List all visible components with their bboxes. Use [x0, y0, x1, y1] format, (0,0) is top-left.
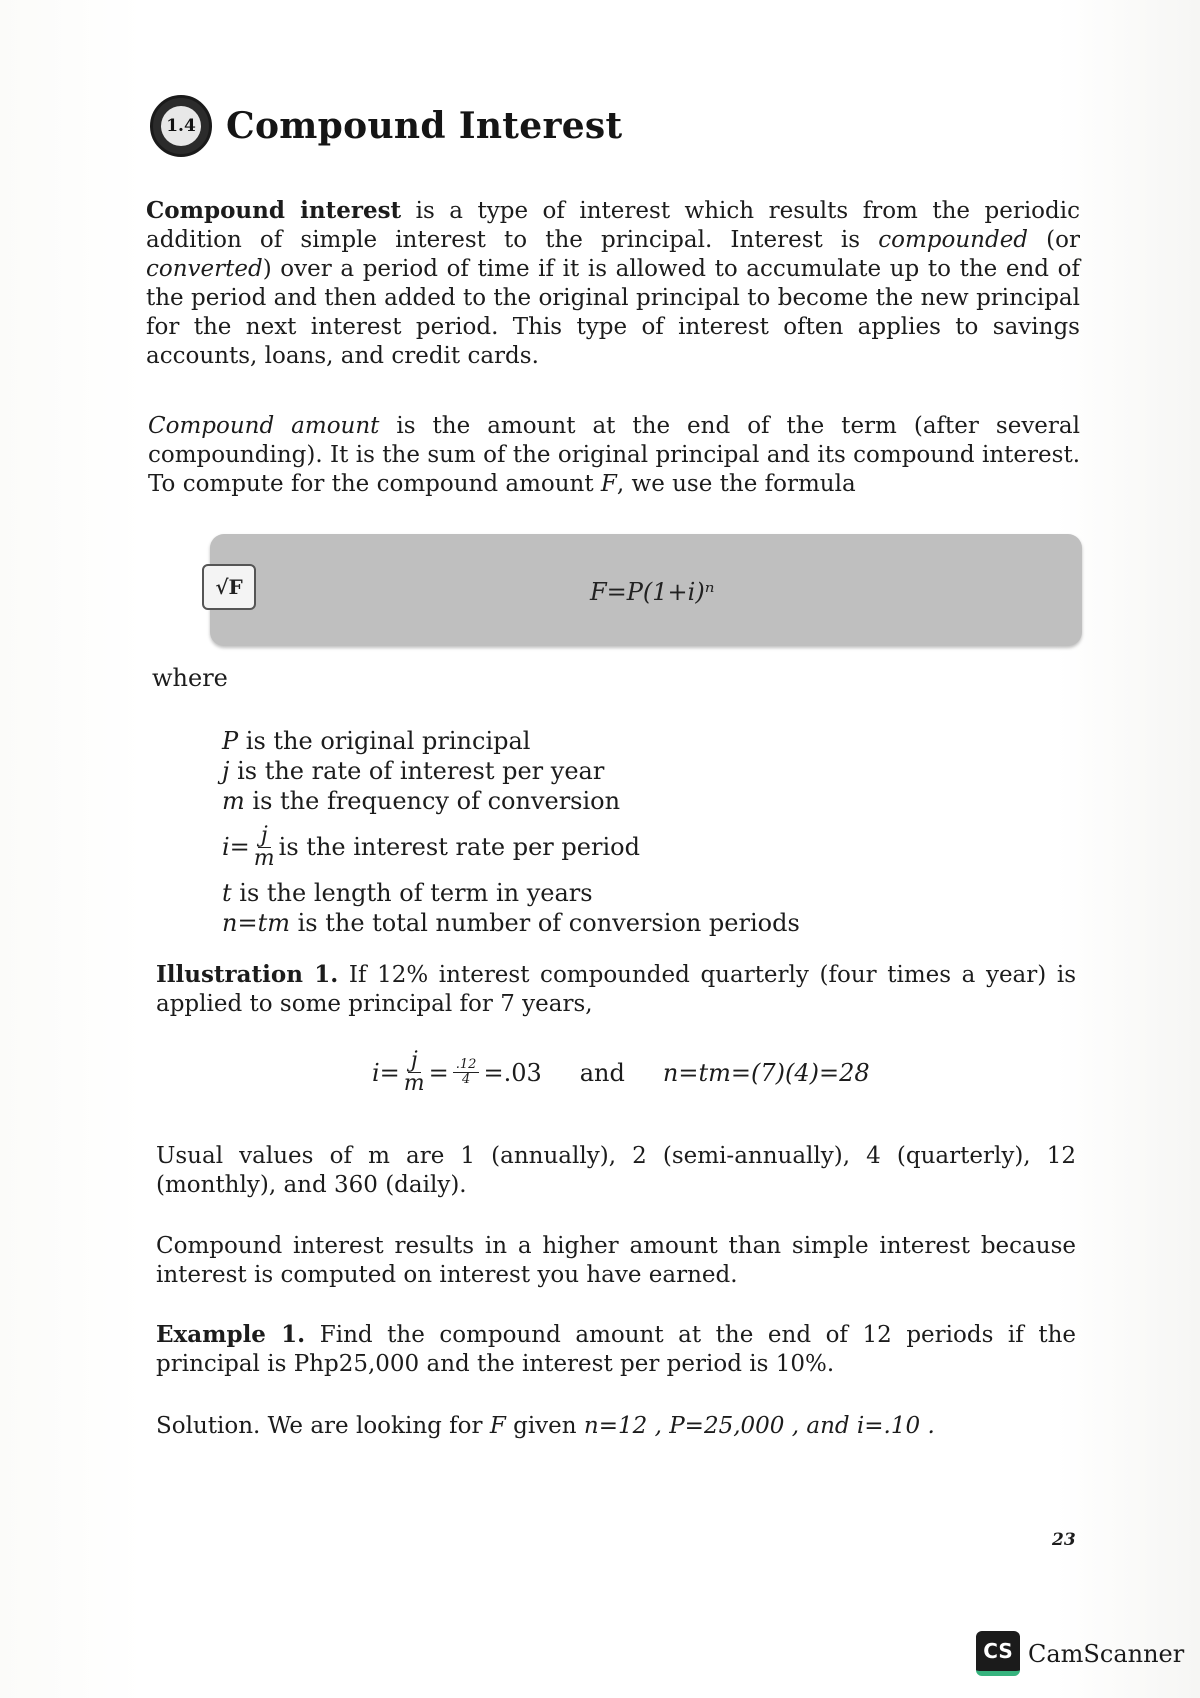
illustration-calculation: [372, 1050, 870, 1095]
def-text: is the original principal: [238, 727, 531, 755]
illustration-label: Illustration 1.: [156, 961, 339, 988]
para1-text-a: is a type of interest which results from the periodic addition of simple interest to the principal. Interest is: [146, 198, 1080, 253]
section-number-badge: [150, 95, 212, 157]
def-var: i=: [222, 833, 250, 861]
var-F: F: [489, 1413, 506, 1439]
def-var: m: [222, 787, 245, 815]
fraction-j-over-m: [253, 822, 275, 871]
where-label: where: [152, 664, 228, 692]
def-var: j: [222, 757, 230, 785]
def-m: [222, 786, 800, 816]
def-text: is the total number of conversion periods: [289, 909, 800, 937]
def-var: P: [222, 727, 239, 755]
compound-amount-formula: F=P(1+i)ⁿ: [590, 578, 715, 606]
illustration-text: If 12% interest compounded quarterly (four times a year) is applied to some principal for 7 years,: [156, 962, 1076, 1017]
term-compound-interest: Compound interest: [146, 197, 402, 224]
solution-paragraph: [156, 1412, 1076, 1441]
section-number: 1.4: [161, 106, 201, 146]
def-P: [222, 726, 800, 756]
def-text: is the length of term in years: [231, 879, 593, 907]
compound-interest-paragraph: [146, 196, 1080, 371]
para2-text-a: is the amount at the end of the term (after several compounding). It is the sum of the original principal and its compound interest. To compute for the compound amount: [148, 413, 1080, 497]
compound-amount-paragraph: [148, 412, 1080, 499]
def-j: [222, 756, 800, 786]
para2-text-b: , we use the formula: [616, 471, 856, 497]
illustration-paragraph: [156, 960, 1076, 1019]
var-F: F: [600, 471, 617, 497]
comparison-paragraph: Compound interest results in a higher amount than simple interest because interest is computed on interest you have earned.: [156, 1233, 1076, 1288]
formula-icon: √F: [202, 564, 256, 610]
example-label: Example 1.: [156, 1321, 306, 1348]
def-t: [222, 878, 800, 908]
def-text: is the interest rate per period: [278, 833, 640, 861]
emph-converted: converted: [146, 256, 263, 282]
page-number: 23: [1052, 1530, 1076, 1550]
def-var: n=tm: [222, 909, 290, 937]
fraction-j-over-m: [404, 1050, 425, 1095]
fraction-numerator: j: [408, 1050, 421, 1073]
def-i: [222, 816, 800, 878]
para1-text-b: (or: [1028, 227, 1080, 253]
solution-text-b: given: [505, 1413, 584, 1439]
solution-given: n=12 , P=25,000 , and i=.10 .: [583, 1413, 935, 1439]
calc-lhs: i=: [372, 1058, 400, 1087]
calc-n: n=tm=(7)(4)=28: [662, 1058, 870, 1087]
term-compound-amount: Compound amount: [148, 413, 380, 439]
para1-text-c: ) over a period of time if it is allowed to accumulate up to the end of the period and then added to the original principal to become the new principal for the next interest period. This type of interest often applies to savings accounts, loans, and credit cards.: [146, 256, 1080, 369]
camscanner-name: CamScanner: [1028, 1639, 1185, 1668]
fraction-denominator: 4: [461, 1072, 471, 1087]
section-title: Compound Interest: [226, 105, 623, 147]
fraction-numerator: .12: [453, 1058, 480, 1073]
fraction-12-over-4: [453, 1058, 480, 1087]
camscanner-watermark: [976, 1631, 1184, 1676]
emph-compounded: compounded: [878, 227, 1029, 253]
def-text: is the rate of interest per year: [229, 757, 605, 785]
calc-result: =.03: [483, 1058, 542, 1087]
solution-text-a: Solution. We are looking for: [156, 1413, 490, 1439]
def-var: t: [222, 879, 232, 907]
formula-box: [210, 534, 1082, 646]
camscanner-logo-icon: CS: [976, 1631, 1020, 1676]
fraction-numerator: j: [258, 825, 271, 848]
example-paragraph: [156, 1320, 1076, 1379]
usual-values-paragraph: Usual values of m are 1 (annually), 2 (semi-annually), 4 (quarterly), 12 (monthly), and 360 (daily).: [156, 1143, 1076, 1198]
example-text: Find the compound amount at the end of 12 periods if the principal is Php25,000 and the interest per period is 10%.: [156, 1322, 1077, 1377]
section-header: [150, 95, 622, 157]
calc-and: and: [579, 1058, 625, 1087]
fraction-denominator: m: [253, 845, 275, 871]
def-n: [222, 908, 800, 938]
fraction-denominator: m: [403, 1071, 425, 1096]
calc-equals: =: [428, 1058, 449, 1087]
def-text: is the frequency of conversion: [244, 787, 621, 815]
variable-definitions: [222, 726, 800, 938]
